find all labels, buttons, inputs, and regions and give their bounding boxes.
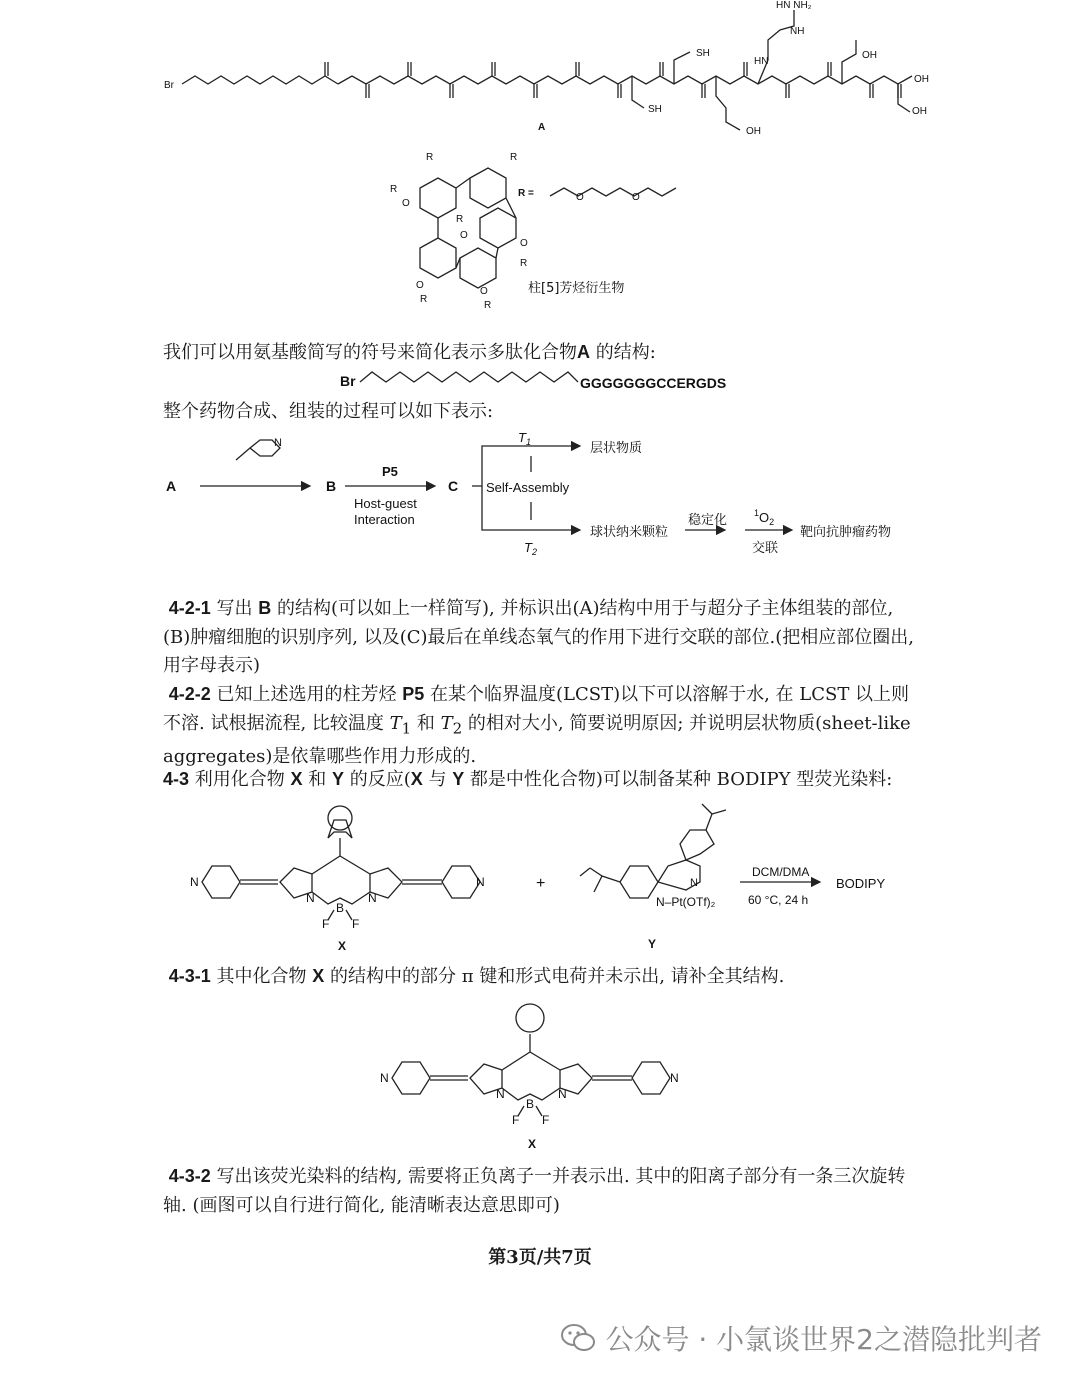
scheme-self-assembly: Self-Assembly [486, 480, 570, 495]
svg-text:N: N [558, 1087, 567, 1101]
caption-x2: X [528, 1137, 537, 1151]
compound-x-structure [370, 996, 710, 1156]
svg-text:N: N [190, 875, 199, 889]
sh-label-bottom: SH [648, 104, 662, 115]
scheme-nanoparticle: 球状纳米颗粒 [590, 525, 669, 540]
svg-text:N: N [496, 1087, 505, 1101]
svg-text:B: B [336, 901, 345, 915]
caption-y: Y [648, 937, 657, 951]
scheme-interaction: Interaction [354, 512, 415, 527]
svg-text:O: O [520, 238, 528, 249]
short-formula [338, 362, 758, 394]
scheme-crosslink: 交联 [752, 541, 779, 556]
watermark: 公众号 · 小氯谈世界2之潜隐批判者 [561, 1318, 1042, 1358]
guanidine-label: HN NH₂ [776, 0, 812, 11]
svg-text:R: R [426, 152, 434, 163]
sh-label-top: SH [696, 48, 710, 59]
svg-text:O: O [576, 192, 584, 203]
question-4-3-2: 4-3-2 写出该荧光染料的结构, 需要将正负离子一并表示出. 其中的阳离子部分有一条三次旋转轴. (画图可以自行进行简化, 能清晰表达意思即可) [163, 1166, 906, 1216]
br-label: Br [164, 80, 174, 91]
caption-x: X [338, 939, 347, 953]
svg-text:T2: $T_2$ [524, 540, 537, 557]
formula-br: Br [340, 373, 356, 389]
condition-solvent: DCM/DMA [752, 865, 810, 879]
svg-text:O: O [480, 286, 488, 297]
svg-text:O: O [416, 280, 424, 291]
svg-text:1O2: $^1O_2$ [754, 508, 775, 527]
oh-label-glu: OH [746, 126, 761, 137]
r-definition: R = [518, 188, 534, 199]
svg-text:N: N [306, 891, 315, 905]
page-footer: 第3页/共7页 [488, 1247, 592, 1268]
svg-text:B: B [526, 1097, 535, 1111]
process-intro: 整个药物合成、组装的过程可以如下表示: [163, 401, 494, 422]
question-4-2-2: 4-2-2 已知上述选用的柱芳烃 P5 在某个临界温度(LCST)以下可以溶解于水, 在 LCST 以上则不溶. 试根据流程, 比较温度 $T_1$ 和 $T_2$ 的相对大小, 简要说明原因; 并说明层状物质(sheet-like aggregates)是依靠哪些作用力形成的. [163, 684, 911, 767]
formula-sequence: GGGGGGGCCERGDS [580, 375, 727, 391]
svg-text:R: R [456, 214, 464, 225]
svg-text:R: R [484, 300, 492, 308]
scheme-p5: P5 [382, 464, 398, 479]
pt-label: N–Pt(OTf)₂ [656, 895, 716, 909]
scheme-hostguest: Host-guest [354, 496, 417, 511]
svg-text:O: O [632, 192, 640, 203]
peptide-a-structure [150, 0, 940, 145]
wechat-icon [561, 1323, 595, 1353]
svg-text:T1: $T_1$ [518, 430, 531, 447]
scheme-sheet: 层状物质 [590, 441, 643, 456]
product-label: BODIPY [836, 876, 886, 891]
plus-sign: + [536, 875, 546, 892]
scheme-stabilize: 稳定化 [688, 513, 728, 528]
svg-text:O: O [402, 198, 410, 209]
svg-text:F: F [542, 1113, 550, 1127]
pillarene-structure [380, 148, 680, 308]
nh-label: NH [790, 26, 805, 37]
question-4-3: 4-3 利用化合物 X 和 Y 的反应(X 与 Y 都是中性化合物)可以制备某种 BODIPY 型荧光染料: [163, 769, 893, 790]
svg-text:N: N [690, 877, 698, 889]
svg-text:O: O [460, 230, 468, 241]
svg-text:F: F [322, 917, 330, 931]
oh-label-cterm: OH [914, 74, 929, 85]
pillarene-caption: 柱[5]芳烃衍生物 [528, 281, 625, 296]
svg-text:N: N [670, 1071, 679, 1085]
svg-text:N: N [476, 875, 485, 889]
oh-label-asp: OH [862, 50, 877, 61]
svg-text:R: R [520, 258, 528, 269]
assembly-scheme [160, 426, 930, 566]
scheme-b: B [326, 478, 337, 494]
oh-label-ser: OH [912, 106, 927, 117]
svg-text:N: N [380, 1071, 389, 1085]
svg-text:R: R [420, 294, 428, 305]
svg-text:R: R [390, 184, 398, 195]
condition-temp: 60 °C, 24 h [748, 893, 809, 907]
svg-text:N: N [368, 891, 377, 905]
compound-a-caption: A [538, 122, 546, 133]
svg-text:F: F [512, 1113, 520, 1127]
scheme-a: A [166, 478, 177, 494]
svg-text:R: R [510, 152, 518, 163]
svg-text:F: F [352, 917, 360, 931]
hn-label: HN [754, 56, 769, 67]
question-4-3-1: 4-3-1 其中化合物 X 的结构中的部分 π 键和形式电荷并未示出, 请补全其结构. [168, 966, 785, 987]
svg-text:N: N [274, 437, 282, 449]
scheme-c: C [448, 478, 459, 494]
scheme-target: 靶向抗肿瘤药物 [800, 525, 892, 540]
bodipy-reaction [180, 800, 920, 958]
intro-line: 我们可以用氨基酸简写的符号来简化表示多肽化合物A 的结构: [163, 342, 656, 363]
question-4-2-1: 4-2-1 写出 B 的结构(可以如上一样简写), 并标识出(A)结构中用于与超分子主体组装的部位, (B)肿瘤细胞的识别序列, 以及(C)最后在单线态氧气的作用下进行交联的部位.(把相应部位圈出, 用字母表示) [163, 598, 914, 676]
